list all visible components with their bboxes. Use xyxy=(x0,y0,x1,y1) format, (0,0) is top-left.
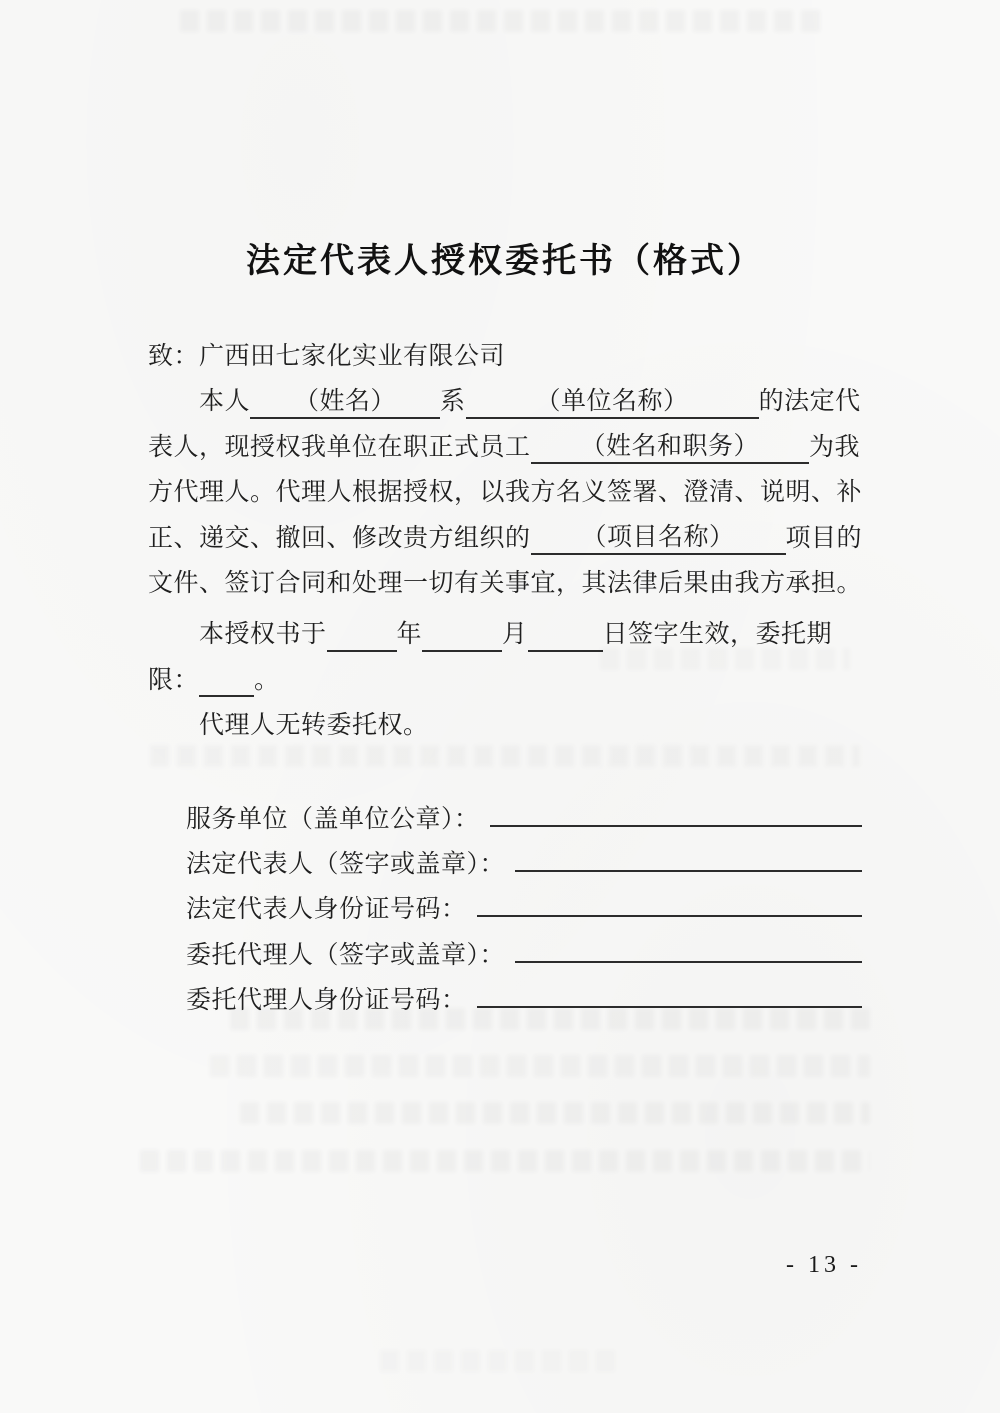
body-line xyxy=(148,425,862,470)
signature-row-legal-representative xyxy=(148,838,862,883)
body-line xyxy=(148,379,862,424)
body-line: 文件、签订合同和处理一切有关事宜，其法律后果由我方承担。 xyxy=(148,570,863,598)
body-line: 代理人无转委托权。 xyxy=(199,712,429,740)
document-title: 法定代表人授权委托书（格式） xyxy=(246,242,764,280)
body-text-segment: 系 xyxy=(440,388,466,416)
blank-field-name: （姓名） xyxy=(250,387,440,419)
signature-row-service-unit xyxy=(148,793,862,838)
signature-row-authorized-agent xyxy=(148,929,862,974)
signature-blank-line xyxy=(477,974,862,1008)
signature-blank-line xyxy=(515,838,862,872)
blank-field-name-and-title: （姓名和职务） xyxy=(531,432,810,464)
page-number: - 13 - xyxy=(786,1252,862,1278)
blank-field-year xyxy=(327,650,397,652)
body-text-segment: 为我 xyxy=(809,433,861,461)
document-body xyxy=(148,334,862,749)
blank-field-term xyxy=(199,695,254,697)
signature-blank-line xyxy=(490,793,862,827)
bleed-through-artifact xyxy=(240,1102,870,1124)
blank-field-organization: （单位名称） xyxy=(466,387,759,419)
signature-row-legal-representative-id xyxy=(148,883,862,928)
salutation-line xyxy=(148,334,862,379)
body-text-segment: 项目的 xyxy=(785,524,863,552)
blank-field-day xyxy=(528,650,603,652)
body-line xyxy=(148,658,862,703)
recipient-company: 广西田七家化实业有限公司 xyxy=(199,343,506,370)
signature-block xyxy=(148,793,862,1020)
signature-label: 法定代表人身份证号码： xyxy=(186,896,467,924)
signature-label: 委托代理人身份证号码： xyxy=(186,987,467,1015)
body-text-segment: 本授权书于 xyxy=(199,621,327,649)
salutation-label: 致： xyxy=(148,343,200,370)
signature-label: 服务单位（盖单位公章）： xyxy=(186,805,480,833)
body-line: 方代理人。代理人根据授权，以我方名义签署、澄清、说明、补 xyxy=(148,479,863,507)
body-text-segment: 的法定代 xyxy=(758,388,861,416)
blank-field-project-name: （项目名称） xyxy=(531,523,786,555)
signature-blank-line xyxy=(477,883,862,917)
bleed-through-artifact xyxy=(210,1055,870,1077)
body-text-segment: 月 xyxy=(502,621,528,649)
signature-blank-line xyxy=(515,929,862,963)
body-line xyxy=(148,516,862,561)
body-text-segment: 表人，现授权我单位在职正式员工 xyxy=(148,433,531,461)
bleed-through-artifact xyxy=(380,1350,620,1372)
body-line xyxy=(148,612,862,657)
document-content xyxy=(148,0,862,1020)
body-text-segment: 年 xyxy=(396,621,423,649)
body-text-segment: 正、递交、撤回、修改贵方组织的 xyxy=(148,524,531,552)
signature-label: 法定代表人（签字或盖章）： xyxy=(186,851,506,879)
signature-label: 委托代理人（签字或盖章）： xyxy=(186,941,506,969)
body-text-segment: 日签字生效，委托期 xyxy=(602,621,833,649)
blank-field-month xyxy=(422,650,502,652)
bleed-through-artifact xyxy=(140,1150,870,1172)
body-text-segment: 。 xyxy=(254,666,280,694)
body-text-segment: 限： xyxy=(148,666,200,694)
signature-row-authorized-agent-id xyxy=(148,974,862,1019)
body-text-segment: 本人 xyxy=(199,388,251,416)
